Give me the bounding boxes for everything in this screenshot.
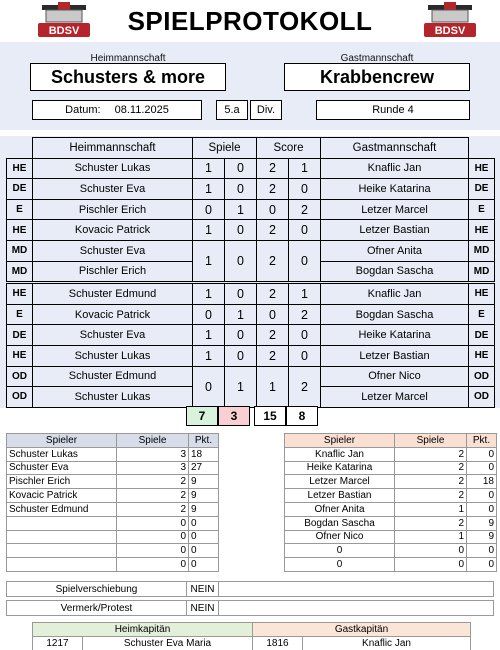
match-type-away: DE <box>469 325 495 346</box>
away-stats-row <box>285 516 497 530</box>
match-type-away: E <box>469 199 495 220</box>
stats-games: 0 <box>395 544 467 558</box>
stats-player-name <box>7 558 117 572</box>
away-score: 2 <box>289 304 321 325</box>
header-away: Gastmannschaft <box>321 138 469 159</box>
date-label: Datum: <box>65 104 101 116</box>
home-team-name: Schusters & more <box>30 63 226 91</box>
away-games: 0 <box>225 284 257 305</box>
home-player: Schuster Edmund <box>33 366 193 387</box>
away-stats-row <box>285 530 497 544</box>
match-type-home: HE <box>7 345 33 366</box>
home-player: Schuster Lukas <box>33 158 193 179</box>
stats-player-name <box>7 516 117 530</box>
header-games: Spiele <box>193 138 257 159</box>
match-row <box>7 345 495 366</box>
away-games: 1 <box>225 366 257 407</box>
home-stats-row <box>7 461 219 475</box>
away-captain-label: Gastkapitän <box>253 623 471 637</box>
stats-player-name: 0 <box>285 544 395 558</box>
stats-games: 0 <box>117 558 189 572</box>
stats-games: 0 <box>117 530 189 544</box>
away-stats-header-player: Spieler <box>285 434 395 448</box>
home-stats-header-points: Pkt. <box>189 434 219 448</box>
away-player: Knaflic Jan <box>321 158 469 179</box>
match-row <box>7 325 495 346</box>
home-score: 2 <box>257 158 289 179</box>
home-player: Schuster Edmund <box>33 284 193 305</box>
match-type-home: E <box>7 199 33 220</box>
stats-player-name: 0 <box>285 558 395 572</box>
home-score: 2 <box>257 345 289 366</box>
away-player: Letzer Bastian <box>321 345 469 366</box>
stats-points: 9 <box>189 489 219 503</box>
stats-games: 2 <box>117 475 189 489</box>
captains-table <box>32 622 471 650</box>
away-games: 0 <box>225 158 257 179</box>
away-score: 0 <box>289 240 321 281</box>
home-games: 1 <box>193 158 225 179</box>
away-score: 1 <box>289 284 321 305</box>
away-stats-row <box>285 502 497 516</box>
home-player: Kovacic Patrick <box>33 220 193 241</box>
stats-points: 0 <box>189 516 219 530</box>
away-stats-header-points: Pkt. <box>467 434 497 448</box>
header-score: Score <box>257 138 321 159</box>
home-games: 1 <box>193 220 225 241</box>
match-type-home: E <box>7 304 33 325</box>
stats-games: 3 <box>117 461 189 475</box>
match-row <box>7 240 495 261</box>
stats-points: 0 <box>467 544 497 558</box>
home-stats-header <box>7 434 219 448</box>
away-score: 0 <box>289 220 321 241</box>
stats-player-name: Knaflic Jan <box>285 447 395 461</box>
match-type-home: HE <box>7 284 33 305</box>
match-row <box>7 179 495 200</box>
match-type-home: OD <box>7 366 33 387</box>
home-captain-name: Schuster Eva Maria <box>83 637 253 650</box>
total-away-games: 3 <box>218 406 250 426</box>
home-player: Pischler Erich <box>33 261 193 282</box>
away-stats-header <box>285 434 497 448</box>
league-field: 5.a <box>216 100 248 120</box>
away-captain-name: Knaflic Jan <box>303 637 471 650</box>
stats-points: 0 <box>467 558 497 572</box>
stats-games: 1 <box>395 502 467 516</box>
home-games: 1 <box>193 345 225 366</box>
away-stats-row <box>285 489 497 503</box>
away-stats-table <box>284 433 497 572</box>
away-team-label: Gastmannschaft <box>340 52 414 64</box>
away-player: Letzer Marcel <box>321 387 469 408</box>
stats-games: 2 <box>395 475 467 489</box>
away-games: 0 <box>225 240 257 281</box>
home-stats-header-player: Spieler <box>7 434 117 448</box>
away-stats-row <box>285 461 497 475</box>
stats-games: 2 <box>117 489 189 503</box>
stats-games: 2 <box>395 447 467 461</box>
match-type-away: OD <box>469 387 495 408</box>
home-score: 2 <box>257 240 289 281</box>
division-field: Div. <box>250 100 282 120</box>
stats-points: 9 <box>189 502 219 516</box>
home-score: 2 <box>257 325 289 346</box>
away-stats-row <box>285 544 497 558</box>
away-score: 0 <box>289 179 321 200</box>
home-games: 1 <box>193 325 225 346</box>
match-type-away: HE <box>469 220 495 241</box>
match-type-away: DE <box>469 179 495 200</box>
stats-player-name <box>7 544 117 558</box>
stats-points: 0 <box>189 530 219 544</box>
match-row <box>7 366 495 387</box>
match-type-away: HE <box>469 158 495 179</box>
home-player: Schuster Eva <box>33 179 193 200</box>
away-games: 1 <box>225 304 257 325</box>
page-title: SPIELPROTOKOLL <box>127 5 373 36</box>
home-score: 0 <box>257 304 289 325</box>
match-row <box>7 284 495 305</box>
stats-player-name: Letzer Bastian <box>285 489 395 503</box>
stats-points: 0 <box>467 502 497 516</box>
away-games: 0 <box>225 220 257 241</box>
stats-points: 0 <box>189 558 219 572</box>
match-type-home: HE <box>7 220 33 241</box>
away-stats-row <box>285 558 497 572</box>
stats-games: 2 <box>395 461 467 475</box>
stats-games: 0 <box>395 558 467 572</box>
stats-points: 18 <box>467 475 497 489</box>
stats-points: 9 <box>467 516 497 530</box>
stats-games: 0 <box>117 544 189 558</box>
postponement-row <box>6 581 494 597</box>
match-table <box>6 137 495 408</box>
stats-player-name: Letzer Marcel <box>285 475 395 489</box>
home-games: 0 <box>193 304 225 325</box>
home-stats-row <box>7 502 219 516</box>
home-stats-row <box>7 530 219 544</box>
logo-text: BDSV <box>434 25 466 37</box>
stats-points: 0 <box>467 461 497 475</box>
match-type-away: HE <box>469 284 495 305</box>
match-row <box>7 158 495 179</box>
protest-row <box>6 600 494 616</box>
total-home-score: 15 <box>254 406 286 426</box>
home-games: 1 <box>193 284 225 305</box>
home-stats-row <box>7 516 219 530</box>
match-type-home: DE <box>7 325 33 346</box>
match-type-home: OD <box>7 387 33 408</box>
home-stats-table <box>6 433 219 572</box>
stats-points: 0 <box>467 447 497 461</box>
match-type-away: MD <box>469 261 495 282</box>
protest-label: Vermerk/Protest <box>7 601 187 615</box>
stats-player-name: Heike Katarina <box>285 461 395 475</box>
away-team-name: Krabbencrew <box>284 63 470 91</box>
away-score: 2 <box>289 199 321 220</box>
away-score: 0 <box>289 325 321 346</box>
stats-player-name: Bogdan Sascha <box>285 516 395 530</box>
home-player: Kovacic Patrick <box>33 304 193 325</box>
match-type-home: HE <box>7 158 33 179</box>
home-score: 2 <box>257 284 289 305</box>
home-games: 1 <box>193 179 225 200</box>
bdsv-logo-right <box>422 2 478 38</box>
home-score: 0 <box>257 199 289 220</box>
stats-player-name: Kovacic Patrick <box>7 489 117 503</box>
away-player: Letzer Marcel <box>321 199 469 220</box>
header-home: Heimmannschaft <box>33 138 193 159</box>
away-stats-row <box>285 475 497 489</box>
away-player: Ofner Anita <box>321 240 469 261</box>
stats-points: 9 <box>189 475 219 489</box>
home-stats-row <box>7 489 219 503</box>
home-games: 0 <box>193 199 225 220</box>
stats-points: 0 <box>467 489 497 503</box>
postponement-value: NEIN <box>187 582 219 596</box>
match-type-away: OD <box>469 366 495 387</box>
away-player: Letzer Bastian <box>321 220 469 241</box>
away-player: Heike Katarina <box>321 325 469 346</box>
home-stats-header-games: Spiele <box>117 434 189 448</box>
stats-games: 2 <box>117 502 189 516</box>
match-type-home: MD <box>7 240 33 261</box>
home-captain-id: 1217 <box>33 637 83 650</box>
stats-points: 18 <box>189 447 219 461</box>
stats-player-name: Ofner Anita <box>285 502 395 516</box>
stats-player-name <box>7 530 117 544</box>
protest-value: NEIN <box>187 601 219 615</box>
stats-points: 0 <box>189 544 219 558</box>
stats-games: 0 <box>117 516 189 530</box>
match-type-away: HE <box>469 345 495 366</box>
home-score: 2 <box>257 220 289 241</box>
home-score: 1 <box>257 366 289 407</box>
stats-games: 2 <box>395 489 467 503</box>
home-games: 0 <box>193 366 225 407</box>
away-player: Heike Katarina <box>321 179 469 200</box>
postponement-note <box>219 582 493 596</box>
stats-player-name: Schuster Eva <box>7 461 117 475</box>
home-player: Schuster Lukas <box>33 345 193 366</box>
home-stats-row <box>7 447 219 461</box>
captains-header-row <box>33 623 471 637</box>
away-player: Ofner Nico <box>321 366 469 387</box>
away-games: 1 <box>225 199 257 220</box>
away-games: 0 <box>225 325 257 346</box>
away-stats-row <box>285 447 497 461</box>
away-captain-id: 1816 <box>253 637 303 650</box>
home-score: 2 <box>257 179 289 200</box>
home-team-label: Heimmannschaft <box>90 52 166 64</box>
stats-player-name: Ofner Nico <box>285 530 395 544</box>
round-field: Runde 4 <box>316 100 470 120</box>
home-player: Schuster Lukas <box>33 387 193 408</box>
captains-row <box>33 637 471 650</box>
match-row <box>7 220 495 241</box>
stats-games: 3 <box>117 447 189 461</box>
match-type-home: MD <box>7 261 33 282</box>
away-player: Bogdan Sascha <box>321 304 469 325</box>
away-score: 1 <box>289 158 321 179</box>
stats-player-name: Schuster Edmund <box>7 502 117 516</box>
date-field <box>32 100 202 120</box>
postponement-label: Spielverschiebung <box>7 582 187 596</box>
away-games: 0 <box>225 345 257 366</box>
home-stats-row <box>7 475 219 489</box>
match-row <box>7 304 495 325</box>
bdsv-logo-left <box>36 2 92 38</box>
stats-games: 2 <box>395 516 467 530</box>
match-type-away: E <box>469 304 495 325</box>
home-player: Schuster Eva <box>33 325 193 346</box>
stats-player-name: Schuster Lukas <box>7 447 117 461</box>
stats-points: 27 <box>189 461 219 475</box>
match-type-away: MD <box>469 240 495 261</box>
match-row <box>7 199 495 220</box>
away-stats-header-games: Spiele <box>395 434 467 448</box>
stats-player-name: Pischler Erich <box>7 475 117 489</box>
stats-points: 9 <box>467 530 497 544</box>
match-type-home: DE <box>7 179 33 200</box>
home-captain-label: Heimkapitän <box>33 623 253 637</box>
date-value: 08.11.2025 <box>114 104 169 116</box>
away-score: 0 <box>289 345 321 366</box>
away-player: Knaflic Jan <box>321 284 469 305</box>
home-player: Pischler Erich <box>33 199 193 220</box>
match-header-row <box>7 138 495 159</box>
total-away-score: 8 <box>286 406 318 426</box>
home-stats-row <box>7 544 219 558</box>
away-games: 0 <box>225 179 257 200</box>
stats-games: 1 <box>395 530 467 544</box>
home-player: Schuster Eva <box>33 240 193 261</box>
away-player: Bogdan Sascha <box>321 261 469 282</box>
protest-note <box>219 601 493 615</box>
away-score: 2 <box>289 366 321 407</box>
logo-text: BDSV <box>48 25 80 37</box>
home-stats-row <box>7 558 219 572</box>
home-games: 1 <box>193 240 225 281</box>
total-home-games: 7 <box>186 406 218 426</box>
